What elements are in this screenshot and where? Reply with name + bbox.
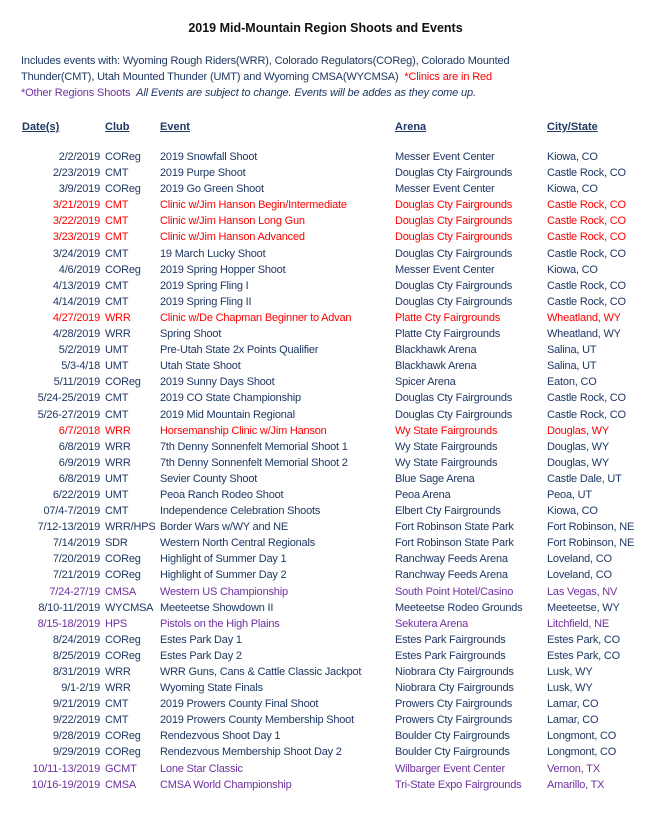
event-city: Kiowa, CO [547,151,598,163]
event-name: Clinic w/Jim Hanson Begin/Intermediate [160,199,347,212]
event-row [0,697,651,713]
event-city: Douglas, WY [547,424,609,437]
event-row [0,279,651,295]
event-row [0,359,651,375]
event-name: Utah State Shoot [160,360,241,373]
intro-paragraph [21,53,641,101]
event-arena: Meeteetse Rodeo Grounds [395,601,523,614]
event-name: Rendezvous Membership Shoot Day 2 [160,746,342,759]
event-row [0,778,651,794]
event-city: Fort Robinson, NE [547,537,635,550]
event-city: Castle Rock, CO [547,392,626,405]
event-row [0,633,651,649]
intro-line-2-text: Thunder(CMT), Utah Mounted Thunder (UMT) and Wyoming CMSA(WYCMSA) [21,71,399,83]
event-club: CMSA [105,778,136,791]
event-arena: Douglas Cty Fairgrounds [395,279,513,292]
event-row [0,295,651,311]
event-arena: Messer Event Center [395,151,495,163]
event-name: 2019 Prowers County Final Shoot [160,698,319,711]
event-name: 2019 Spring Fling I [160,279,249,292]
event-arena: Sekutera Arena [395,617,469,630]
event-club: COReg [105,553,141,566]
event-city: Kiowa, CO [547,183,598,196]
event-name: 7th Denny Sonnenfelt Memorial Shoot 1 [160,440,348,453]
column-header-date: Date(s) [22,121,60,133]
event-club: WRR [105,328,131,341]
event-arena: Spicer Arena [395,376,456,389]
intro-line-1: Includes events with: Wyoming Rough Riders(WRR), Colorado Regulators(COReg), Colorado Mounted [21,55,510,67]
event-name: 2019 Snowfall Shoot [160,151,258,163]
event-club: WYCMSA [105,601,154,614]
event-arena: Niobrara Cty Fairgrounds [395,666,514,678]
event-name: WRR Guns, Cans & Cattle Classic Jackpot [160,666,362,678]
event-date: 3/24/2019 [52,247,100,260]
event-row [0,617,651,633]
event-name: Highlight of Summer Day 2 [160,569,287,582]
event-name: Horsemanship Clinic w/Jim Hanson [160,424,327,437]
event-date: 8/31/2019 [52,666,100,678]
event-city: Douglas, WY [547,440,609,453]
event-name: 2019 Go Green Shoot [160,183,264,196]
event-date: 7/14/2019 [52,537,100,550]
event-club: CMT [105,505,129,518]
event-date: 6/8/2019 [58,472,100,485]
event-club: CMT [105,231,129,244]
event-city: Las Vegas, NV [547,585,618,598]
event-club: CMT [105,295,129,308]
event-arena: Douglas Cty Fairgrounds [395,295,513,308]
event-club: CMT [105,392,129,405]
event-club: WRR [105,682,131,695]
event-city: Castle Rock, CO [547,247,626,260]
event-club: COReg [105,151,141,163]
event-arena: Ranchway Feeds Arena [395,569,508,582]
event-name: 2019 Spring Fling II [160,295,252,308]
event-club: UMT [105,488,129,501]
event-name: 2019 Sunny Days Shoot [160,376,275,389]
event-row [0,488,651,504]
event-row [0,665,651,681]
event-arena: Fort Robinson State Park [395,537,514,550]
event-arena: Douglas Cty Fairgrounds [395,231,513,244]
event-club: COReg [105,649,141,662]
event-name: 2019 Mid Mountain Regional [160,408,295,421]
event-city: Wheatland, WY [547,311,621,324]
event-row [0,601,651,617]
event-club: WRR [105,456,131,469]
event-date: 4/13/2019 [52,279,100,292]
event-row [0,729,651,745]
event-city: Estes Park, CO [547,649,620,662]
event-city: Castle Rock, CO [547,231,626,244]
event-name: Clinic w/De Chapman Beginner to Advan [160,311,352,324]
event-name: 19 March Lucky Shoot [160,247,266,260]
event-arena: Douglas Cty Fairgrounds [395,167,513,180]
event-name: Meeteetse Showdown II [160,601,274,614]
event-row [0,745,651,761]
event-arena: Platte Cty Fairgrounds [395,311,501,324]
event-club: COReg [105,633,141,646]
event-name: Western US Championship [160,585,288,598]
page-title: 2019 Mid-Mountain Region Shoots and Events [188,21,463,35]
event-club: CMT [105,199,129,212]
event-date: 9/21/2019 [52,698,100,711]
event-club: COReg [105,376,141,389]
column-header-event: Event [160,121,190,133]
event-date: 3/9/2019 [58,183,100,196]
event-name: Estes Park Day 1 [160,633,242,646]
event-name: CMSA World Championship [160,778,292,791]
event-arena: Peoa Arena [395,488,451,501]
event-city: Kiowa, CO [547,505,598,518]
event-city: Longmont, CO [547,730,617,743]
event-date: 6/22/2019 [52,488,100,501]
event-name: Pre-Utah State 2x Points Qualifier [160,344,319,357]
event-date: 5/26-27/2019 [37,408,100,421]
event-city: Castle Rock, CO [547,215,626,228]
event-date: 9/28/2019 [52,730,100,743]
event-row [0,681,651,697]
event-date: 6/8/2019 [58,440,100,453]
event-row [0,166,651,182]
event-arena: Elbert Cty Fairgrounds [395,505,501,518]
event-name: 7th Denny Sonnenfelt Memorial Shoot 2 [160,456,348,469]
event-name: 2019 Purpe Shoot [160,167,246,180]
event-date: 10/11-13/2019 [32,762,100,775]
event-name: Estes Park Day 2 [160,649,242,662]
event-row [0,343,651,359]
event-club: COReg [105,746,141,759]
event-city: Vernon, TX [547,762,600,775]
event-row [0,198,651,214]
event-club: CMT [105,698,129,711]
event-row [0,440,651,456]
event-club: CMT [105,408,129,421]
event-name: Wyoming State Finals [160,682,263,695]
column-header-city: City/State [547,121,598,133]
column-header-arena: Arena [395,121,427,133]
event-arena: Douglas Cty Fairgrounds [395,392,513,405]
event-club: UMT [105,360,129,373]
event-row [0,536,651,552]
event-city: Eaton, CO [547,376,597,389]
event-date: 5/24-25/2019 [37,392,100,405]
event-date: 3/22/2019 [52,215,100,228]
event-date: 9/29/2019 [52,746,100,759]
event-name: Pistols on the High Plains [160,617,280,630]
event-arena: Niobrara Cty Fairgrounds [395,682,514,695]
event-arena: Tri-State Expo Fairgrounds [395,778,522,791]
event-arena: Ranchway Feeds Arena [395,553,508,566]
event-date: 7/21/2019 [52,569,100,582]
clinics-note: *Clinics are in Red [404,71,492,83]
event-city: Longmont, CO [547,746,617,759]
event-row [0,408,651,424]
event-arena: Wy State Fairgrounds [395,424,498,437]
event-city: Wheatland, WY [547,328,621,341]
event-date: 3/23/2019 [52,231,100,244]
event-date: 7/20/2019 [52,553,100,566]
event-arena: Boulder Cty Fairgrounds [395,746,510,759]
event-date: 8/15-18/2019 [37,617,100,630]
event-city: Amarillo, TX [547,778,605,791]
event-arena: Prowers Cty Fairgrounds [395,698,513,711]
event-club: COReg [105,569,141,582]
event-arena: Estes Park Fairgrounds [395,649,506,662]
event-city: Loveland, CO [547,569,612,582]
event-club: WRR [105,666,131,678]
event-row [0,762,651,778]
event-name: Highlight of Summer Day 1 [160,553,287,566]
intro-line-2 [21,69,641,85]
event-city: Castle Dale, UT [547,472,622,485]
event-arena: Fort Robinson State Park [395,521,514,534]
event-arena: Blackhawk Arena [395,360,477,373]
event-arena: Wy State Fairgrounds [395,456,498,469]
event-name: 2019 CO State Championship [160,392,301,405]
event-arena: Estes Park Fairgrounds [395,633,506,646]
event-club: COReg [105,263,141,276]
event-row [0,327,651,343]
event-arena: Prowers Cty Fairgrounds [395,714,513,727]
event-row [0,504,651,520]
event-city: Lamar, CO [547,714,599,727]
event-arena: Boulder Cty Fairgrounds [395,730,510,743]
event-date: 6/7/2018 [58,424,100,437]
event-date: 4/6/2019 [58,263,100,276]
event-city: Castle Rock, CO [547,408,626,421]
event-row [0,182,651,198]
event-city: Salina, UT [547,360,597,373]
event-club: WRR [105,424,131,437]
event-arena: South Point Hotel/Casino [395,585,514,598]
event-club: COReg [105,183,141,196]
event-date: 2/23/2019 [52,167,100,180]
event-name: Independence Celebration Shoots [160,505,321,518]
event-club: CMT [105,247,129,260]
column-header-club: Club [105,121,130,133]
event-row [0,472,651,488]
event-city: Lusk, WY [547,666,593,678]
event-name: 2019 Prowers County Membership Shoot [160,714,354,727]
event-city: Castle Rock, CO [547,279,626,292]
event-city: Meeteetse, WY [547,601,620,614]
event-arena: Douglas Cty Fairgrounds [395,199,513,212]
event-date: 5/3-4/18 [61,360,100,373]
event-city: Castle Rock, CO [547,295,626,308]
event-name: Spring Shoot [160,328,222,341]
event-row [0,214,651,230]
event-row [0,713,651,729]
event-club: CMSA [105,585,136,598]
event-row [0,263,651,279]
event-name: Western North Central Regionals [160,537,316,550]
event-city: Castle Rock, CO [547,167,626,180]
event-row [0,311,651,327]
event-row [0,375,651,391]
event-date: 8/25/2019 [52,649,100,662]
event-club: CMT [105,279,129,292]
event-club: WRR/HPS [105,521,156,534]
event-city: Lusk, WY [547,682,593,695]
event-row [0,456,651,472]
event-arena: Blue Sage Arena [395,472,475,485]
event-club: WRR [105,440,131,453]
event-date: 3/21/2019 [52,199,100,212]
other-regions-note: *Other Regions Shoots [21,87,131,99]
event-city: Loveland, CO [547,553,612,566]
event-arena: Wilbarger Event Center [395,762,505,775]
event-arena: Douglas Cty Fairgrounds [395,247,513,260]
event-name: Clinic w/Jim Hanson Advanced [160,231,305,244]
event-date: 9/1-2/19 [61,682,100,695]
event-date: 2/2/2019 [58,151,100,163]
event-city: Lamar, CO [547,698,599,711]
event-name: Sevier County Shoot [160,472,258,485]
event-row [0,520,651,536]
event-date: 10/16-19/2019 [31,778,100,791]
event-city: Salina, UT [547,344,597,357]
event-name: Peoa Ranch Rodeo Shoot [160,488,284,501]
event-city: Estes Park, CO [547,633,620,646]
event-date: 4/28/2019 [52,328,100,341]
event-row [0,391,651,407]
event-city: Castle Rock, CO [547,199,626,212]
event-date: 9/22/2019 [52,714,100,727]
event-date: 8/24/2019 [52,633,100,646]
event-row [0,230,651,246]
event-date: 07/4-7/2019 [43,505,100,518]
event-club: UMT [105,472,129,485]
event-name: Clinic w/Jim Hanson Long Gun [160,215,305,228]
event-date: 6/9/2019 [58,456,100,469]
event-arena: Douglas Cty Fairgrounds [395,408,513,421]
event-club: HPS [105,617,128,630]
disclaimer-note: All Events are subject to change. Events will be addes as they come up. [136,87,476,99]
event-city: Litchfield, NE [547,617,610,630]
event-date: 5/11/2019 [53,376,100,389]
event-date: 7/12-13/2019 [37,521,100,534]
event-club: GCMT [105,762,137,775]
event-club: UMT [105,344,129,357]
events-table [0,150,651,794]
event-row [0,585,651,601]
event-date: 4/27/2019 [52,311,100,324]
event-city: Kiowa, CO [547,263,598,276]
event-arena: Platte Cty Fairgrounds [395,328,501,341]
event-row [0,150,651,166]
event-arena: Messer Event Center [395,183,495,196]
event-date: 8/10-11/2019 [38,601,100,614]
event-name: Border Wars w/WY and NE [160,521,289,534]
event-city: Fort Robinson, NE [547,521,635,534]
event-row [0,247,651,263]
event-name: Rendezvous Shoot Day 1 [160,730,281,743]
event-date: 4/14/2019 [52,295,100,308]
event-arena: Douglas Cty Fairgrounds [395,215,513,228]
event-club: WRR [105,311,131,324]
intro-line-3 [21,85,641,101]
event-club: CMT [105,714,129,727]
event-city: Douglas, WY [547,456,609,469]
event-arena: Messer Event Center [395,263,495,276]
event-row [0,424,651,440]
event-row [0,568,651,584]
event-row [0,552,651,568]
event-club: CMT [105,215,129,228]
event-club: COReg [105,730,141,743]
event-arena: Blackhawk Arena [395,344,477,357]
event-name: Lone Star Classic [160,762,243,775]
event-arena: Wy State Fairgrounds [395,440,498,453]
event-row [0,649,651,665]
event-club: CMT [105,167,129,180]
event-club: SDR [105,537,128,550]
event-city: Peoa, UT [547,488,592,501]
event-name: 2019 Spring Hopper Shoot [160,263,286,276]
event-date: 7/24-27/19 [49,585,100,598]
event-date: 5/2/2019 [58,344,100,357]
